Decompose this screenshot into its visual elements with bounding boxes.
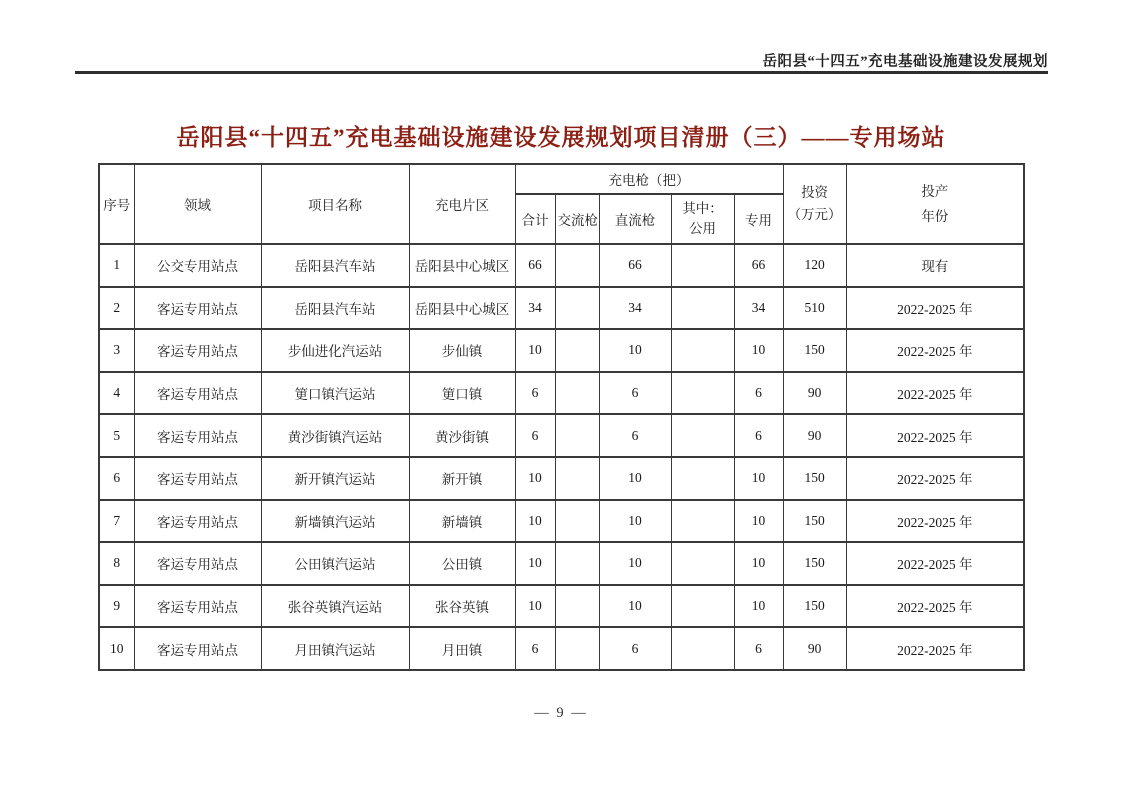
- header-row-group: [99, 164, 1024, 194]
- table-cell: 2022-2025 年: [846, 457, 1024, 500]
- table-cell: 筻口镇: [409, 372, 515, 415]
- table-cell: 10: [515, 542, 555, 585]
- table-cell: 公田镇汽运站: [261, 542, 409, 585]
- table-cell: [671, 414, 734, 457]
- table-cell: [555, 287, 599, 330]
- col-header-among-public: [671, 194, 734, 244]
- table-cell: 客运专用站点: [134, 627, 261, 670]
- table-cell: 2022-2025 年: [846, 372, 1024, 415]
- header-rule: [75, 71, 1048, 74]
- table-cell: 150: [783, 329, 846, 372]
- investment-label-line2: （万元）: [787, 207, 842, 222]
- table-cell: 34: [734, 287, 783, 330]
- table-cell: 2022-2025 年: [846, 542, 1024, 585]
- table-cell: 客运专用站点: [134, 372, 261, 415]
- table-cell: 7: [99, 500, 134, 543]
- table-cell: [555, 542, 599, 585]
- table-cell: 公交专用站点: [134, 244, 261, 287]
- table-cell: 筻口镇汽运站: [261, 372, 409, 415]
- table-cell: 10: [515, 585, 555, 628]
- table-cell: 2022-2025 年: [846, 414, 1024, 457]
- table-cell: 黄沙街镇汽运站: [261, 414, 409, 457]
- table-cell: 34: [515, 287, 555, 330]
- table-cell: 张谷英镇汽运站: [261, 585, 409, 628]
- table-cell: 岳阳县汽车站: [261, 244, 409, 287]
- table-cell: [671, 372, 734, 415]
- page-header-text: 岳阳县“十四五”充电基础设施建设发展规划: [762, 54, 1048, 70]
- project-table: [98, 163, 1025, 671]
- table-cell: 岳阳县汽车站: [261, 287, 409, 330]
- table-cell: 510: [783, 287, 846, 330]
- table-cell: 10: [734, 500, 783, 543]
- table-cell: 公田镇: [409, 542, 515, 585]
- col-header-gun-group: 充电枪（把）: [515, 164, 783, 194]
- table-row: [99, 329, 1024, 372]
- table-cell: [555, 414, 599, 457]
- table-cell: [671, 500, 734, 543]
- table-cell: 10: [515, 329, 555, 372]
- table-cell: [555, 372, 599, 415]
- table-cell: 150: [783, 585, 846, 628]
- table-cell: 66: [734, 244, 783, 287]
- table-cell: 2022-2025 年: [846, 500, 1024, 543]
- table-cell: 2022-2025 年: [846, 585, 1024, 628]
- table-cell: 10: [515, 500, 555, 543]
- table-cell: [555, 627, 599, 670]
- table-cell: 黄沙街镇: [409, 414, 515, 457]
- table-cell: 10: [515, 457, 555, 500]
- table-row: [99, 372, 1024, 415]
- table-cell: 新墙镇: [409, 500, 515, 543]
- table-cell: [671, 244, 734, 287]
- table-cell: 10: [599, 542, 671, 585]
- table-cell: 150: [783, 500, 846, 543]
- table-cell: 岳阳县中心城区: [409, 287, 515, 330]
- table-cell: 6: [515, 372, 555, 415]
- table-cell: 10: [734, 542, 783, 585]
- table-cell: 现有: [846, 244, 1024, 287]
- table-cell: 客运专用站点: [134, 585, 261, 628]
- table-cell: 10: [599, 500, 671, 543]
- table-cell: 10: [599, 329, 671, 372]
- table-cell: 10: [99, 627, 134, 670]
- table-cell: 客运专用站点: [134, 414, 261, 457]
- table-cell: 66: [599, 244, 671, 287]
- table-cell: 90: [783, 372, 846, 415]
- table-row: [99, 500, 1024, 543]
- table-cell: [555, 244, 599, 287]
- table-cell: 月田镇汽运站: [261, 627, 409, 670]
- table-cell: 2022-2025 年: [846, 329, 1024, 372]
- table-cell: 6: [734, 627, 783, 670]
- table-cell: 客运专用站点: [134, 287, 261, 330]
- table-cell: 1: [99, 244, 134, 287]
- table-cell: [555, 500, 599, 543]
- table-cell: 150: [783, 457, 846, 500]
- col-header-project-name: 项目名称: [261, 164, 409, 244]
- page-number: — 9 —: [534, 705, 588, 721]
- col-header-index: 序号: [99, 164, 134, 244]
- table-cell: [671, 542, 734, 585]
- table-cell: 10: [734, 329, 783, 372]
- year-label-line1: 投产: [921, 184, 949, 199]
- table-cell: 2022-2025 年: [846, 627, 1024, 670]
- table-cell: 2022-2025 年: [846, 287, 1024, 330]
- table-cell: [671, 457, 734, 500]
- table-cell: 90: [783, 414, 846, 457]
- table-cell: 岳阳县中心城区: [409, 244, 515, 287]
- table-row: [99, 414, 1024, 457]
- table-row: [99, 542, 1024, 585]
- table-row: [99, 287, 1024, 330]
- table-cell: 新开镇: [409, 457, 515, 500]
- table-cell: 步仙镇: [409, 329, 515, 372]
- table-cell: [671, 287, 734, 330]
- table-cell: 6: [515, 414, 555, 457]
- table-cell: 6: [599, 372, 671, 415]
- table-cell: 3: [99, 329, 134, 372]
- table-cell: [555, 457, 599, 500]
- col-header-dc-gun: 直流枪: [599, 194, 671, 244]
- table-row: [99, 457, 1024, 500]
- table-cell: 150: [783, 542, 846, 585]
- table-cell: 新墙镇汽运站: [261, 500, 409, 543]
- table-body: [99, 244, 1024, 670]
- table-row: [99, 585, 1024, 628]
- table-cell: 6: [734, 414, 783, 457]
- table-cell: [671, 585, 734, 628]
- col-header-dedicated: 专用: [734, 194, 783, 244]
- col-header-charging-area: 充电片区: [409, 164, 515, 244]
- table-cell: 10: [599, 585, 671, 628]
- table-cell: 月田镇: [409, 627, 515, 670]
- col-header-investment: [783, 164, 846, 244]
- col-header-total: 合计: [515, 194, 555, 244]
- table-cell: [671, 627, 734, 670]
- table-cell: 新开镇汽运站: [261, 457, 409, 500]
- table-cell: 步仙进化汽运站: [261, 329, 409, 372]
- table-cell: 6: [734, 372, 783, 415]
- table-cell: 5: [99, 414, 134, 457]
- table-cell: 客运专用站点: [134, 457, 261, 500]
- table-cell: 2: [99, 287, 134, 330]
- table-cell: 张谷英镇: [409, 585, 515, 628]
- table-cell: 9: [99, 585, 134, 628]
- table-cell: 客运专用站点: [134, 329, 261, 372]
- table-cell: 120: [783, 244, 846, 287]
- col-header-year: [846, 164, 1024, 244]
- table-row: [99, 244, 1024, 287]
- table-row: [99, 627, 1024, 670]
- table-cell: 34: [599, 287, 671, 330]
- table-cell: 6: [599, 627, 671, 670]
- table-cell: 客运专用站点: [134, 500, 261, 543]
- table-head: [99, 164, 1024, 244]
- table-cell: 8: [99, 542, 134, 585]
- table-cell: 10: [734, 457, 783, 500]
- table-cell: 10: [734, 585, 783, 628]
- among-label-line1: 其中：: [682, 201, 723, 216]
- table-cell: 90: [783, 627, 846, 670]
- table-cell: 客运专用站点: [134, 542, 261, 585]
- year-label-line2: 年份: [921, 209, 949, 224]
- table-cell: 66: [515, 244, 555, 287]
- table-cell: 6: [599, 414, 671, 457]
- table-cell: 10: [599, 457, 671, 500]
- table-cell: 6: [515, 627, 555, 670]
- col-header-field: 领域: [134, 164, 261, 244]
- page-title: 岳阳县“十四五”充电基础设施建设发展规划项目清册（三）——专用场站: [176, 125, 946, 150]
- table-cell: [555, 329, 599, 372]
- among-label-line2: 公用: [689, 221, 716, 236]
- table-cell: 6: [99, 457, 134, 500]
- investment-label-line1: 投资: [801, 185, 829, 200]
- col-header-ac-gun: 交流枪: [555, 194, 599, 244]
- table-cell: [555, 585, 599, 628]
- table-cell: [671, 329, 734, 372]
- table-cell: 4: [99, 372, 134, 415]
